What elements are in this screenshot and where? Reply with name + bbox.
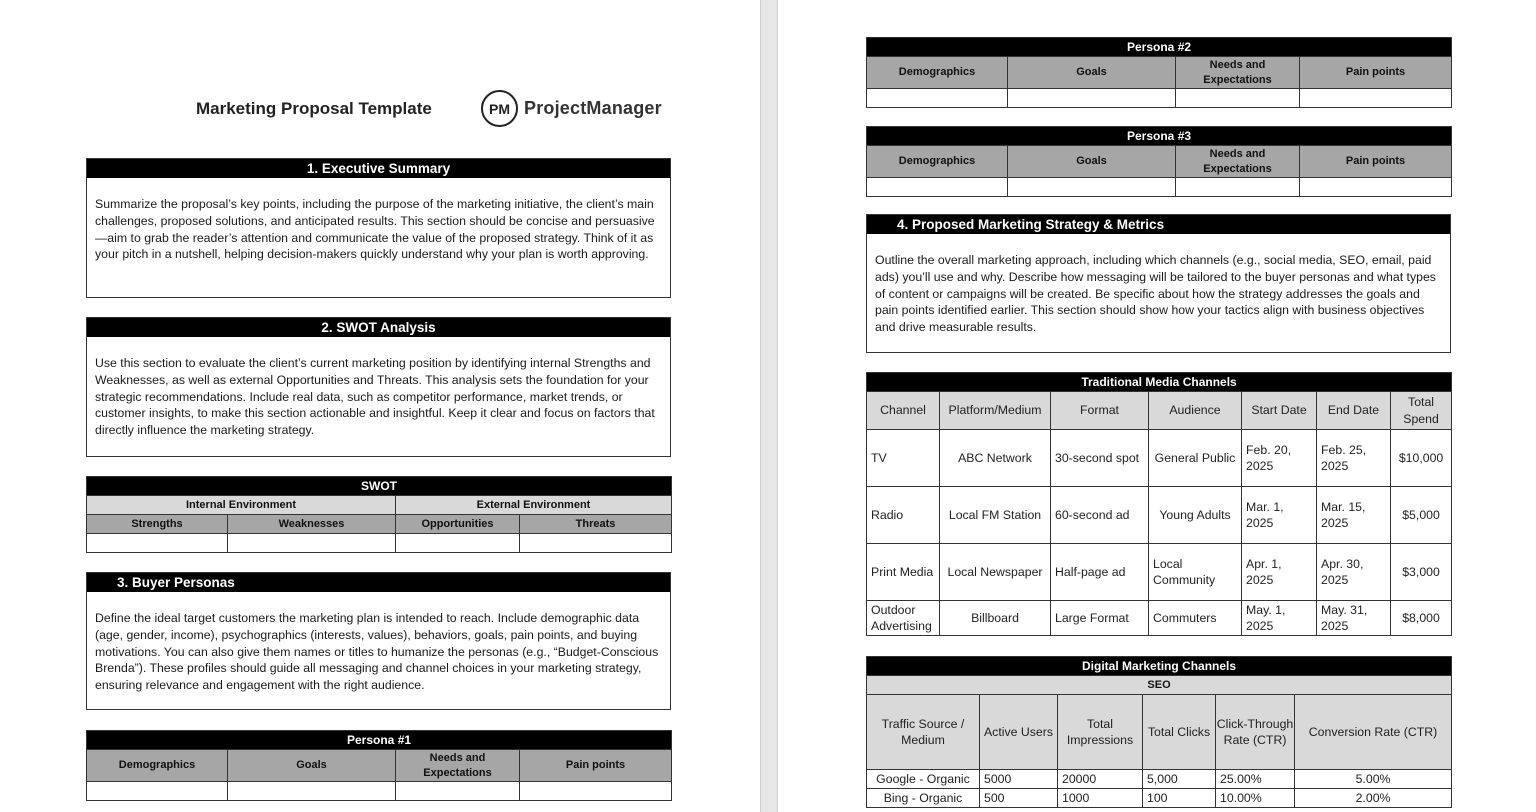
table-cell[interactable] — [867, 89, 1008, 108]
table-cell[interactable]: Print Media — [867, 544, 940, 601]
column-header: Platform/Medium — [940, 392, 1051, 430]
column-header: Goals — [1008, 146, 1176, 178]
traditional-media-table — [866, 372, 1452, 636]
table-cell[interactable]: Feb. 20, 2025 — [1242, 430, 1317, 487]
table-cell[interactable]: 20000 — [1058, 770, 1143, 789]
section-heading: 2. SWOT Analysis — [87, 318, 670, 337]
table-cell[interactable]: 5000 — [980, 770, 1058, 789]
section-heading: 4. Proposed Marketing Strategy & Metrics — [867, 215, 1450, 234]
section-buyer-personas — [86, 572, 671, 710]
table-cell[interactable]: $10,000 — [1391, 430, 1452, 487]
table-cell[interactable]: Local Community — [1149, 544, 1242, 601]
table-cell[interactable]: May. 31, 2025 — [1317, 601, 1391, 636]
table-cell[interactable] — [396, 534, 520, 553]
internal-environment-header: Internal Environment — [87, 496, 396, 515]
column-header: Pain points — [1300, 146, 1452, 178]
column-header: Pain points — [520, 750, 672, 782]
table-cell[interactable]: Half-page ad — [1051, 544, 1149, 601]
column-header: Goals — [1008, 57, 1176, 89]
table-cell[interactable]: 1000 — [1058, 789, 1143, 808]
section-body-text[interactable]: Summarize the proposal’s key points, including the purpose of the marketing initiative, the client’s main challenges, proposed solutions, and anticipated results. This section should be concise and persuasive—aim to grab the reader’s attention and communicate the value of the proposed strategy. Think of it as your pitch in a nutshell, helping decision-makers quickly understand why your plan is worth approving. — [95, 197, 655, 262]
persona-2-table — [866, 37, 1452, 108]
column-header: Active Users — [980, 695, 1058, 770]
table-cell[interactable] — [1300, 89, 1452, 108]
table-cell[interactable] — [228, 534, 396, 553]
table-title: Persona #2 — [867, 38, 1452, 57]
column-header: End Date — [1317, 392, 1391, 430]
table-cell[interactable]: 5.00% — [1295, 770, 1452, 789]
section-swot-analysis — [86, 317, 671, 457]
external-environment-header: External Environment — [396, 496, 672, 515]
column-header: Channel — [867, 392, 940, 430]
section-executive-summary — [86, 158, 671, 298]
column-header: Traffic Source / Medium — [867, 695, 980, 770]
persona-3-table — [866, 126, 1452, 197]
table-cell[interactable]: Outdoor Advertising — [867, 601, 940, 636]
document-title: Marketing Proposal Template — [196, 99, 432, 118]
column-header: Start Date — [1242, 392, 1317, 430]
table-cell[interactable]: Bing - Organic — [867, 789, 980, 808]
table-title: Digital Marketing Channels — [867, 657, 1452, 676]
table-cell[interactable] — [396, 782, 520, 801]
column-header: Needs and Expectations — [1176, 146, 1300, 178]
table-row — [867, 770, 1452, 789]
table-cell[interactable]: Local Newspaper — [940, 544, 1051, 601]
column-header: Needs and Expectations — [1176, 57, 1300, 89]
column-header: Total Spend — [1391, 392, 1452, 430]
table-row — [867, 544, 1452, 601]
table-row — [867, 487, 1452, 544]
table-cell[interactable]: $3,000 — [1391, 544, 1452, 601]
column-header: Threats — [520, 515, 672, 534]
table-cell[interactable] — [87, 534, 228, 553]
section-body-text[interactable]: Define the ideal target customers the marketing plan is intended to reach. Include demographic data (age, gender, income), psychographics (interests, values), behaviors, goals, pain points, and buying motivations. You can also give them names or titles to humanize the personas (e.g., “Budget-Conscious Brenda”). These profiles should guide all messaging and channel choices in your marketing strategy, ensuring relevance and engagement with the right audience. — [95, 611, 659, 693]
table-cell[interactable] — [1176, 178, 1300, 197]
table-cell[interactable]: 25.00% — [1216, 770, 1295, 789]
table-title: Traditional Media Channels — [867, 373, 1452, 392]
persona-1-table — [86, 730, 672, 801]
table-title: SWOT — [87, 477, 672, 496]
table-cell[interactable]: 5,000 — [1143, 770, 1216, 789]
section-body-text[interactable]: Outline the overall marketing approach, including which channels (e.g., social media, SEO, email, paid ads) you’ll use and why. Describe how messaging will be tailored to the buyer personas and what types of content or campaigns will be created. Be specific about how the strategy addresses the goals and pain points identified earlier. This section should show how your tactics align with business objectives and drive measurable results. — [875, 253, 1436, 335]
column-header: Audience — [1149, 392, 1242, 430]
table-row — [867, 430, 1452, 487]
table-cell[interactable]: 2.00% — [1295, 789, 1452, 808]
table-cell[interactable] — [520, 782, 672, 801]
column-header: Click-Through Rate (CTR) — [1216, 695, 1295, 770]
table-cell[interactable]: Local FM Station — [940, 487, 1051, 544]
table-cell[interactable]: May. 1, 2025 — [1242, 601, 1317, 636]
table-cell[interactable] — [1008, 89, 1176, 108]
column-header: Weaknesses — [228, 515, 396, 534]
column-header: Opportunities — [396, 515, 520, 534]
section-marketing-strategy — [866, 214, 1451, 353]
table-row — [867, 601, 1452, 636]
pm-logo-icon: PM — [481, 90, 518, 127]
table-cell[interactable]: Apr. 30, 2025 — [1317, 544, 1391, 601]
table-cell[interactable] — [1300, 178, 1452, 197]
table-cell[interactable]: 60-second ad — [1051, 487, 1149, 544]
column-header: Demographics — [87, 750, 228, 782]
section-heading: 1. Executive Summary — [87, 159, 670, 178]
logo-wordmark: ProjectManager — [524, 98, 662, 118]
table-cell[interactable] — [520, 534, 672, 553]
swot-table — [86, 476, 672, 553]
table-cell[interactable]: TV — [867, 430, 940, 487]
document-page-left — [0, 0, 760, 812]
table-cell[interactable]: 30-second spot — [1051, 430, 1149, 487]
column-header: Format — [1051, 392, 1149, 430]
table-cell[interactable]: $8,000 — [1391, 601, 1452, 636]
column-header: Total Clicks — [1143, 695, 1216, 770]
section-body-text[interactable]: Use this section to evaluate the client’s current marketing position by identifying internal Strengths and Weaknesses, as well as external Opportunities and Threats. This analysis sets the foundation for your strategic recommendations. Include real data, such as competitor performance, market trends, or customer insights, to make this section actionable and insightful. Keep it clear and focus on factors that directly influence the marketing strategy. — [95, 356, 655, 438]
table-cell[interactable]: 100 — [1143, 789, 1216, 808]
section-heading: 3. Buyer Personas — [87, 573, 670, 592]
column-header: Demographics — [867, 57, 1008, 89]
table-title: Persona #1 — [87, 731, 672, 750]
column-header: Goals — [228, 750, 396, 782]
table-cell[interactable]: Google - Organic — [867, 770, 980, 789]
table-cell[interactable]: Mar. 15, 2025 — [1317, 487, 1391, 544]
table-cell[interactable]: General Public — [1149, 430, 1242, 487]
table-subtitle: SEO — [867, 676, 1452, 695]
column-header: Total Impressions — [1058, 695, 1143, 770]
table-cell[interactable] — [1008, 178, 1176, 197]
table-cell[interactable] — [1176, 89, 1300, 108]
table-row — [867, 789, 1452, 808]
column-header: Conversion Rate (CTR) — [1295, 695, 1452, 770]
column-header: Needs and Expectations — [396, 750, 520, 782]
brand-logo — [481, 90, 662, 127]
column-header: Strengths — [87, 515, 228, 534]
table-cell[interactable]: ABC Network — [940, 430, 1051, 487]
table-cell[interactable]: Apr. 1, 2025 — [1242, 544, 1317, 601]
document-page-right — [778, 0, 1536, 812]
table-cell[interactable]: Feb. 25, 2025 — [1317, 430, 1391, 487]
table-cell[interactable]: Young Adults — [1149, 487, 1242, 544]
table-cell[interactable]: Large Format — [1051, 601, 1149, 636]
table-cell[interactable] — [228, 782, 396, 801]
table-cell[interactable]: Radio — [867, 487, 940, 544]
table-cell[interactable]: $5,000 — [1391, 487, 1452, 544]
digital-marketing-table — [866, 656, 1452, 808]
table-cell[interactable]: Billboard — [940, 601, 1051, 636]
column-header: Demographics — [867, 146, 1008, 178]
table-cell[interactable]: Commuters — [1149, 601, 1242, 636]
table-title: Persona #3 — [867, 127, 1452, 146]
page-gutter — [760, 0, 778, 812]
table-cell[interactable]: 500 — [980, 789, 1058, 808]
table-cell[interactable] — [87, 782, 228, 801]
column-header: Pain points — [1300, 57, 1452, 89]
table-cell[interactable]: Mar. 1, 2025 — [1242, 487, 1317, 544]
table-cell[interactable] — [867, 178, 1008, 197]
table-cell[interactable]: 10.00% — [1216, 789, 1295, 808]
